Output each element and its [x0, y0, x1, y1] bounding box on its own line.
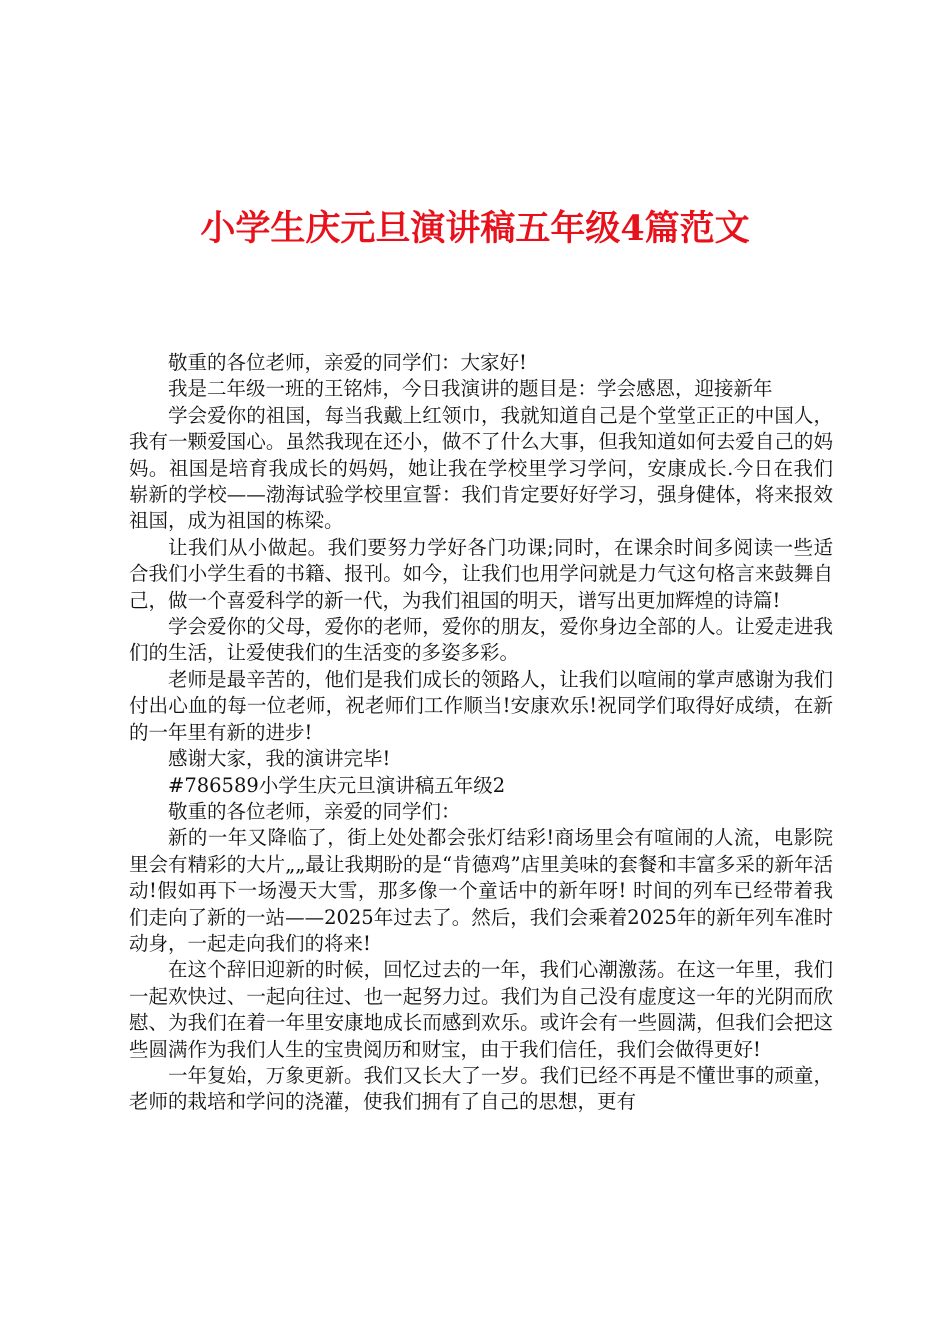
document-body: [129, 350, 833, 1116]
document-title: 小学生庆元旦演讲稿五年级4篇范文: [200, 208, 750, 249]
paragraph: 老师是最辛苦的，他们是我们成长的领路人，让我们以喧闹的掌声感谢为我们付出心血的每一位老师，祝老师们工作顺当!安康欢乐!祝同学们取得好成绩，在新的一年里有新的进步!: [129, 667, 833, 744]
paragraph: 敬重的各位老师，亲爱的同学们：: [168, 799, 461, 823]
paragraph: 敬重的各位老师，亲爱的同学们：大家好!: [168, 351, 527, 374]
paragraph: 一年复始，万象更新。我们又长大了一岁。我们已经不再是不懂世事的顽童，老师的栽培和学问的浇灌，使我们拥有了自己的思想，更有: [129, 1063, 833, 1114]
paragraph: 新的一年又降临了，街上处处都会张灯结彩!商场里会有喧闹的人流，电影院里会有精彩的大片„„最让我期盼的是“肯德鸡”店里美味的套餐和丰富多采的新年活动!假如再下一场漫天大雪，那多像一个童话中的新年呀! 时间的列车已经带着我们走向了新的一站——2025年过去了。然后，我们会乘着2025年的新年列车准时动身，一起走向我们的将来!: [129, 826, 833, 955]
paragraph: 让我们从小做起。我们要努力学好各门功课;同时，在课余时间多阅读一些适合我们小学生看的书籍、报刊。如今，让我们也用学问就是力气这句格言来鼓舞自己，做一个喜爱科学的新一代，为我们祖国的明天，谱写出更加辉煌的诗篇!: [129, 535, 833, 612]
paragraph: 我是二年级一班的王铭炜，今日我演讲的题目是：学会感恩，迎接新年: [168, 377, 773, 401]
paragraph: 学会爱你的父母，爱你的老师，爱你的朋友，爱你身边全部的人。让爱走进我们的生活，让爱使我们的生活变的多姿多彩。: [129, 615, 833, 665]
paragraph: 感谢大家，我的演讲完毕!: [168, 747, 391, 771]
paragraph: 学会爱你的祖国，每当我戴上红领巾，我就知道自己是个堂堂正正的中国人，我有一颗爱国心。虽然我现在还小，做不了什么大事，但我知道如何去爱自己的妈妈。祖国是培育我成长的妈妈，她让我在学校里学习学问，安康成长.今日在我们崭新的学校——渤海试验学校里宣誓：我们肯定要好好学习，强身健体，将来报效祖国，成为祖国的栋梁。: [129, 403, 833, 533]
paragraph: 在这个辞旧迎新的时候，回忆过去的一年，我们心潮激荡。在这一年里，我们一起欢快过、一起向往过、也一起努力过。我们为自己没有虚度这一年的光阴而欣慰、为我们在着一年里安康地成长而感到欢乐。或许会有一些圆满，但我们会把这些圆满作为我们人生的宝贵阅历和财宝，由于我们信任，我们会做得更好!: [129, 958, 833, 1061]
section-heading: #786589小学生庆元旦演讲稿五年级2: [168, 773, 506, 797]
